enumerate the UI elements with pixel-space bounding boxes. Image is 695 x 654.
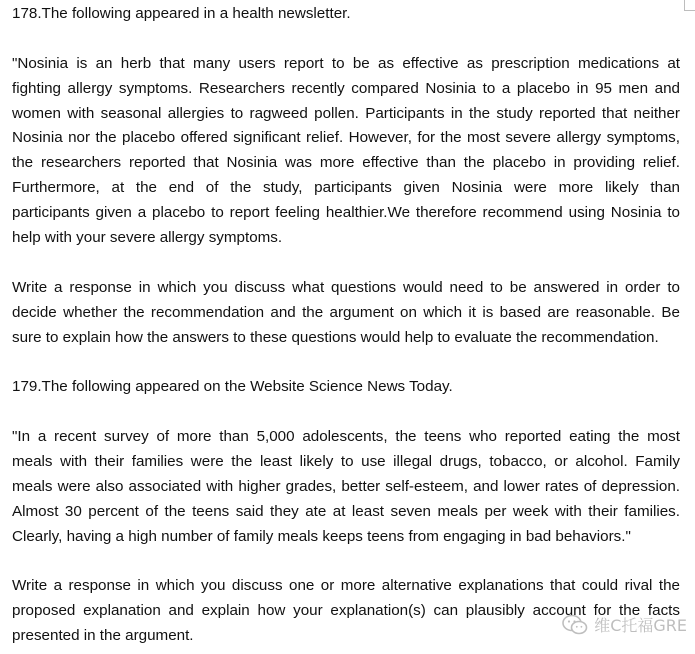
argument-line: participants given a placebo to report feeling healthier.We therefore recommend using Nosinia to [12,204,680,222]
task-line: presented in the argument. [12,627,194,645]
spacer [12,400,680,425]
argument-line: the researchers reported that Nosinia was more effective than the placebo in providing relief. [12,154,680,172]
spacer [12,251,680,276]
argument-line: Nosinia nor the placebo offered significant relief. However, for the most severe allergy symptoms, [12,129,680,147]
argument-line: fighting allergy symptoms. Researchers recently compared Nosinia to a placebo in 95 men and [12,79,680,97]
task-line: proposed explanation and explain how your explanation(s) can plausibly account for the facts [12,602,680,620]
argument-line: "Nosinia is an herb that many users report to be as effective as prescription medications at [12,54,680,72]
prompt-179-task [12,574,680,649]
spacer [12,350,680,375]
prompt-178-argument [12,52,680,251]
argument-line: Furthermore, at the end of the study, participants given Nosinia were more likely than [12,179,680,197]
task-line: Write a response in which you discuss one or more alternative explanations that could rival the [12,577,680,595]
prompt-179-argument [12,425,680,549]
argument-line: Clearly, having a high number of family meals keeps teens from engaging in bad behaviors." [12,527,631,545]
argument-line: meals were also associated with higher grades, better self-esteem, and lower rates of depression. [12,477,680,495]
wechat-icon [562,614,588,636]
page-corner-mark [684,0,695,11]
argument-line: meals with their families were the least likely to use illegal drugs, tobacco, or alcohol. Family [12,453,680,471]
argument-line: women with seasonal allergies to ragweed pollen. Participants in the study reported that neither [12,104,680,122]
spacer [12,550,680,575]
watermark-text: 维C托福GRE [594,616,687,635]
task-line: Write a response in which you discuss what questions would need to be answered in order to [12,278,680,296]
argument-line: "In a recent survey of more than 5,000 adolescents, the teens who reported eating the most [12,428,680,446]
prompt-178-task [12,276,680,351]
document-page [12,2,680,649]
argument-line: help with your severe allergy symptoms. [12,229,283,247]
argument-line: Almost 30 percent of the teens said they ate at least seven meals per week with their families. [12,502,680,520]
task-line: sure to explain how the answers to these questions would help to evaluate the recommendation. [12,328,659,346]
task-line: decide whether the recommendation and the argument on which it is based are reasonable. Be [12,303,680,321]
prompt-178-heading: 178.The following appeared in a health newsletter. [12,5,351,22]
watermark [562,613,687,636]
spacer [12,27,680,52]
prompt-179-heading: 179.The following appeared on the Website Science News Today. [12,378,453,396]
